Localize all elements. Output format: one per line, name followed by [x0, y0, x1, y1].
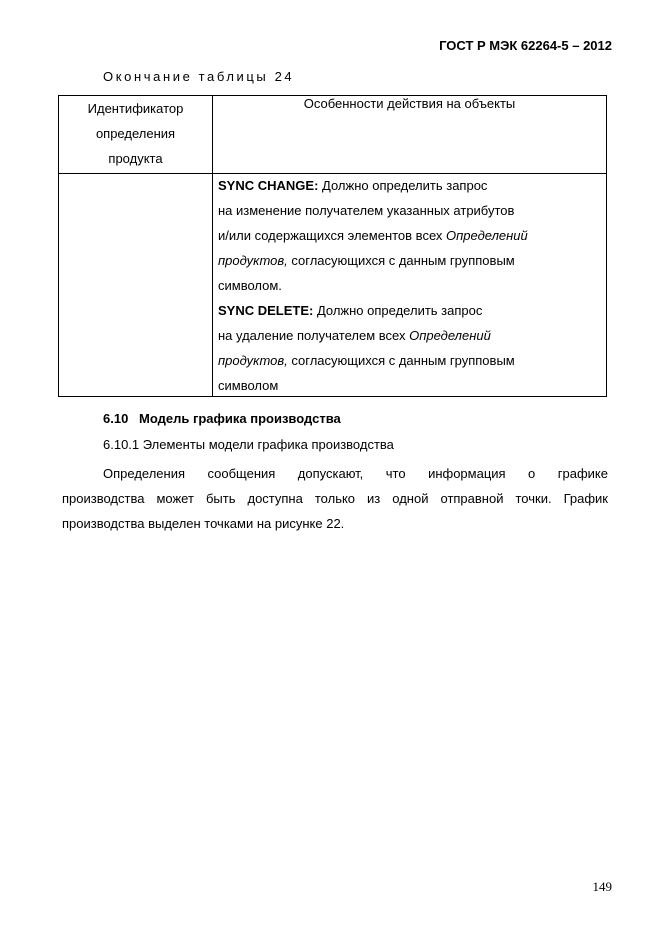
section-heading [103, 411, 341, 426]
paragraph-line: производства выделен точками на рисунке 22. [62, 516, 345, 531]
cell-line [218, 248, 602, 273]
cell-line: символом. [218, 278, 282, 293]
section-title: Модель графика производства [139, 411, 341, 426]
cell-line [218, 223, 602, 248]
table-cell-features [218, 173, 602, 398]
cell-line [218, 173, 602, 198]
cell-emphasis: Определений [446, 228, 528, 243]
cell-emphasis: продуктов, [218, 353, 288, 368]
cell-text: и/или содержащихся элементов всех [218, 228, 447, 243]
cell-text: согласующихся с данным групповым [287, 353, 515, 368]
document-header: ГОСТ Р МЭК 62264-5 – 2012 [439, 38, 612, 53]
cell-line [218, 323, 602, 348]
table-column-divider [212, 96, 213, 396]
cell-line [218, 348, 602, 373]
paragraph-line: производства может быть доступна только из одной отправной точки. График [62, 491, 608, 506]
cell-line: на изменение получателем указанных атрибутов [218, 203, 515, 218]
cell-line: символом [218, 378, 279, 393]
sync-delete-label: SYNC DELETE: [218, 303, 314, 318]
subsection-heading: 6.10.1 Элементы модели графика производства [103, 437, 394, 452]
header-line: продукта [108, 151, 163, 166]
cell-text: согласующихся с данным групповым [287, 253, 515, 268]
paragraph-line: Определения сообщения допускают, что информация о графике [103, 466, 608, 481]
cell-line [218, 298, 602, 323]
header-line: Идентификатор [87, 101, 184, 116]
section-number: 6.10 [103, 411, 129, 426]
cell-text: Должно определить запрос [318, 178, 488, 193]
cell-emphasis: продуктов, [218, 253, 288, 268]
table-header-features: Особенности действия на объекты [303, 96, 516, 111]
page-number: 149 [592, 879, 612, 894]
cell-text: Должно определить запрос [313, 303, 483, 318]
table [58, 95, 607, 397]
sync-change-label: SYNC CHANGE: [218, 178, 319, 193]
cell-text: на удаление получателем всех [218, 328, 410, 343]
table-header-identifier [59, 96, 212, 171]
cell-emphasis: Определений [409, 328, 491, 343]
body-paragraph [62, 461, 608, 536]
header-line: определения [95, 126, 176, 141]
table-caption: Окончание таблицы 24 [103, 69, 295, 84]
